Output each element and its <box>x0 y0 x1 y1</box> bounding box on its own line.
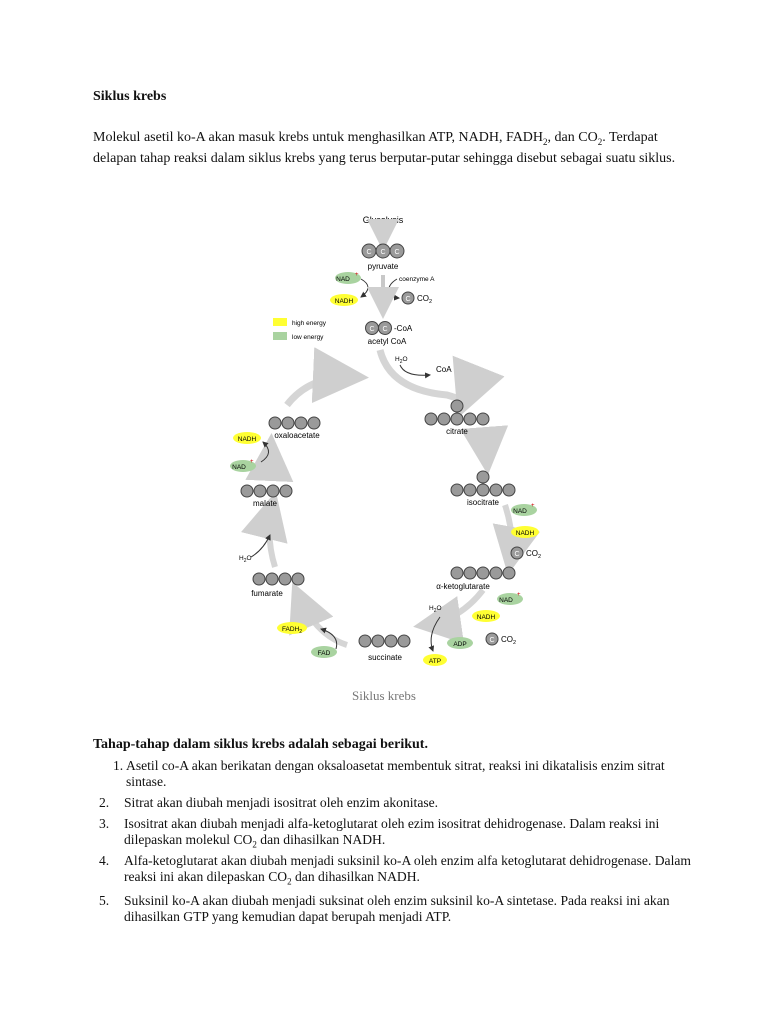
nadh-label: NADH <box>237 436 257 443</box>
fadh2-label: $FADH_2$ <box>281 626 303 635</box>
carbon-atom: C <box>382 326 388 333</box>
nadh-label: NADH <box>476 614 496 621</box>
coa-suffix-label: -CoA <box>394 324 413 333</box>
isocitrate-molecule <box>451 471 515 496</box>
cycle-arrow <box>269 503 275 567</box>
carbon-atom: C <box>394 249 400 256</box>
carbon-atom: C <box>369 326 375 333</box>
co2-label: $CO_2$ <box>501 635 517 646</box>
figure-caption: Siklus krebs <box>352 688 416 703</box>
list-item <box>93 816 693 848</box>
list-number: 3. <box>99 816 110 831</box>
steps-heading: Tahap-tahap dalam siklus krebs adalah sebagai berikut. <box>93 737 428 752</box>
nad-plus-label: NAD <box>336 276 350 283</box>
nadh-label: NADH <box>334 298 354 305</box>
list-number: 1. <box>113 758 124 773</box>
list-item <box>93 893 693 925</box>
malate-label: malate <box>252 499 278 508</box>
co2-label: $CO_2$ <box>526 549 542 560</box>
arrow <box>361 279 368 297</box>
cycle-arrow <box>380 350 463 405</box>
subscript: 2 <box>543 136 548 147</box>
arrow <box>383 287 399 298</box>
carbon-atom-label: C <box>405 296 411 303</box>
nadh-label: NADH <box>515 530 535 537</box>
plus-sign: + <box>531 503 535 509</box>
nad-plus-label: NAD <box>499 597 513 604</box>
plus-sign: + <box>250 459 254 465</box>
intro-text: Molekul asetil ko-A akan masuk krebs untuk menghasilkan ATP, NADH, FADH <box>93 130 544 145</box>
pyruvate-molecule <box>362 244 404 258</box>
list-number: 2. <box>99 795 110 810</box>
subscript: 2 <box>252 839 257 850</box>
list-text: Isositrat akan diubah menjadi alfa-ketoglutarat oleh ezim isositrat dehidrogenase. Dalam reaksi ini dilepaskan molekul CO <box>124 816 660 847</box>
h2o-label: $H_2O$ <box>395 356 408 365</box>
plus-sign: + <box>355 272 359 278</box>
intro-text: , dan CO <box>547 130 598 145</box>
legend-high-label: high energy <box>292 320 326 327</box>
fumarate-label: fumarate <box>251 589 283 598</box>
subscript: 2 <box>597 136 603 147</box>
list-item <box>93 758 693 790</box>
list-number: 5. <box>99 893 110 908</box>
atp-label: ATP <box>428 658 442 665</box>
pyruvate-label: pyruvate <box>367 262 399 271</box>
glycolysis-label: Glycolysis <box>362 215 404 225</box>
co2-label: $CO_2$ <box>417 294 433 305</box>
malate-molecule <box>241 485 292 497</box>
list-text: Suksinil ko-A akan diubah menjadi suksinat oleh enzim suksinil ko-A sintetase. Pada reaksi ini akan dihasilkan GTP yang kemudian dapat berupah menjadi ATP. <box>124 893 670 924</box>
citrate-molecule <box>425 400 489 425</box>
list-text: dan dihasilkan NADH. <box>291 869 420 884</box>
list-number: 4. <box>99 853 110 868</box>
intro-paragraph <box>93 127 693 169</box>
alpha-ketoglutarate-molecule <box>451 567 515 579</box>
carbon-atom: C <box>380 249 386 256</box>
list-text: Sitrat akan diubah menjadi isositrat oleh enzim akonitase. <box>124 795 439 810</box>
acetyl-coa-label: acetyl CoA <box>367 337 407 346</box>
list-item <box>93 795 693 811</box>
alpha-ketoglutarate-label: α-ketoglutarate <box>436 582 490 591</box>
page-title: Siklus krebs <box>93 89 167 104</box>
cycle-arrow <box>297 593 347 645</box>
h2o-label: $H_2O$ <box>239 555 252 564</box>
arrow <box>389 279 397 293</box>
list-text: Alfa-ketoglutarat akan diubah menjadi suksinil ko-A oleh enzim alfa ketoglutarat dehidrogenase. Dalam reaksi ini akan dilepaskan CO <box>124 853 691 884</box>
h2o-label: $H_2O$ <box>429 605 442 614</box>
isocitrate-label: isocitrate <box>466 498 500 507</box>
list-item <box>93 853 693 885</box>
intro-text-line2: Terdapat delapan tahap reaksi dalam siklus krebs yang terus berputar-putar sehingga disebut sebagai suatu siklus. <box>93 130 676 166</box>
cycle-arrow <box>287 377 355 405</box>
coenzyme-a-label: coenzyme A <box>399 276 435 283</box>
carbon-atom: C <box>366 249 372 256</box>
list-text: dan dihasilkan NADH. <box>256 832 386 847</box>
coa-label: CoA <box>436 365 452 374</box>
legend-low-swatch <box>273 332 287 340</box>
krebs-cycle-diagram <box>215 205 555 675</box>
nad-plus-label: NAD <box>232 464 246 471</box>
cycle-arrow <box>270 445 271 467</box>
nad-plus-label: NAD <box>513 508 527 515</box>
legend-high-swatch <box>273 318 287 326</box>
acetyl-coa-molecule <box>366 322 392 335</box>
steps-list <box>93 758 693 930</box>
citrate-label: citrate <box>446 427 468 436</box>
succinate-label: succinate <box>368 653 402 662</box>
list-text: Asetil co-A akan berikatan dengan oksaloasetat membentuk sitrat, reaksi ini dikatalisis enzim sitrat sintase. <box>126 758 665 789</box>
fad-label: FAD <box>317 650 331 657</box>
oxaloacetate-label: oxaloacetate <box>274 431 320 440</box>
arrow <box>400 365 430 375</box>
plus-sign: + <box>517 592 521 598</box>
succinate-molecule <box>359 635 410 647</box>
fumarate-molecule <box>253 573 304 585</box>
carbon-atom-label: C <box>514 551 520 558</box>
oxaloacetate-molecule <box>269 417 320 429</box>
legend-low-label: low energy <box>292 334 324 341</box>
carbon-atom-label: C <box>489 637 495 644</box>
cycle-arrow <box>485 437 487 463</box>
intro-text: . <box>602 130 606 145</box>
adp-label: ADP <box>453 641 467 648</box>
subscript: 2 <box>287 876 292 887</box>
